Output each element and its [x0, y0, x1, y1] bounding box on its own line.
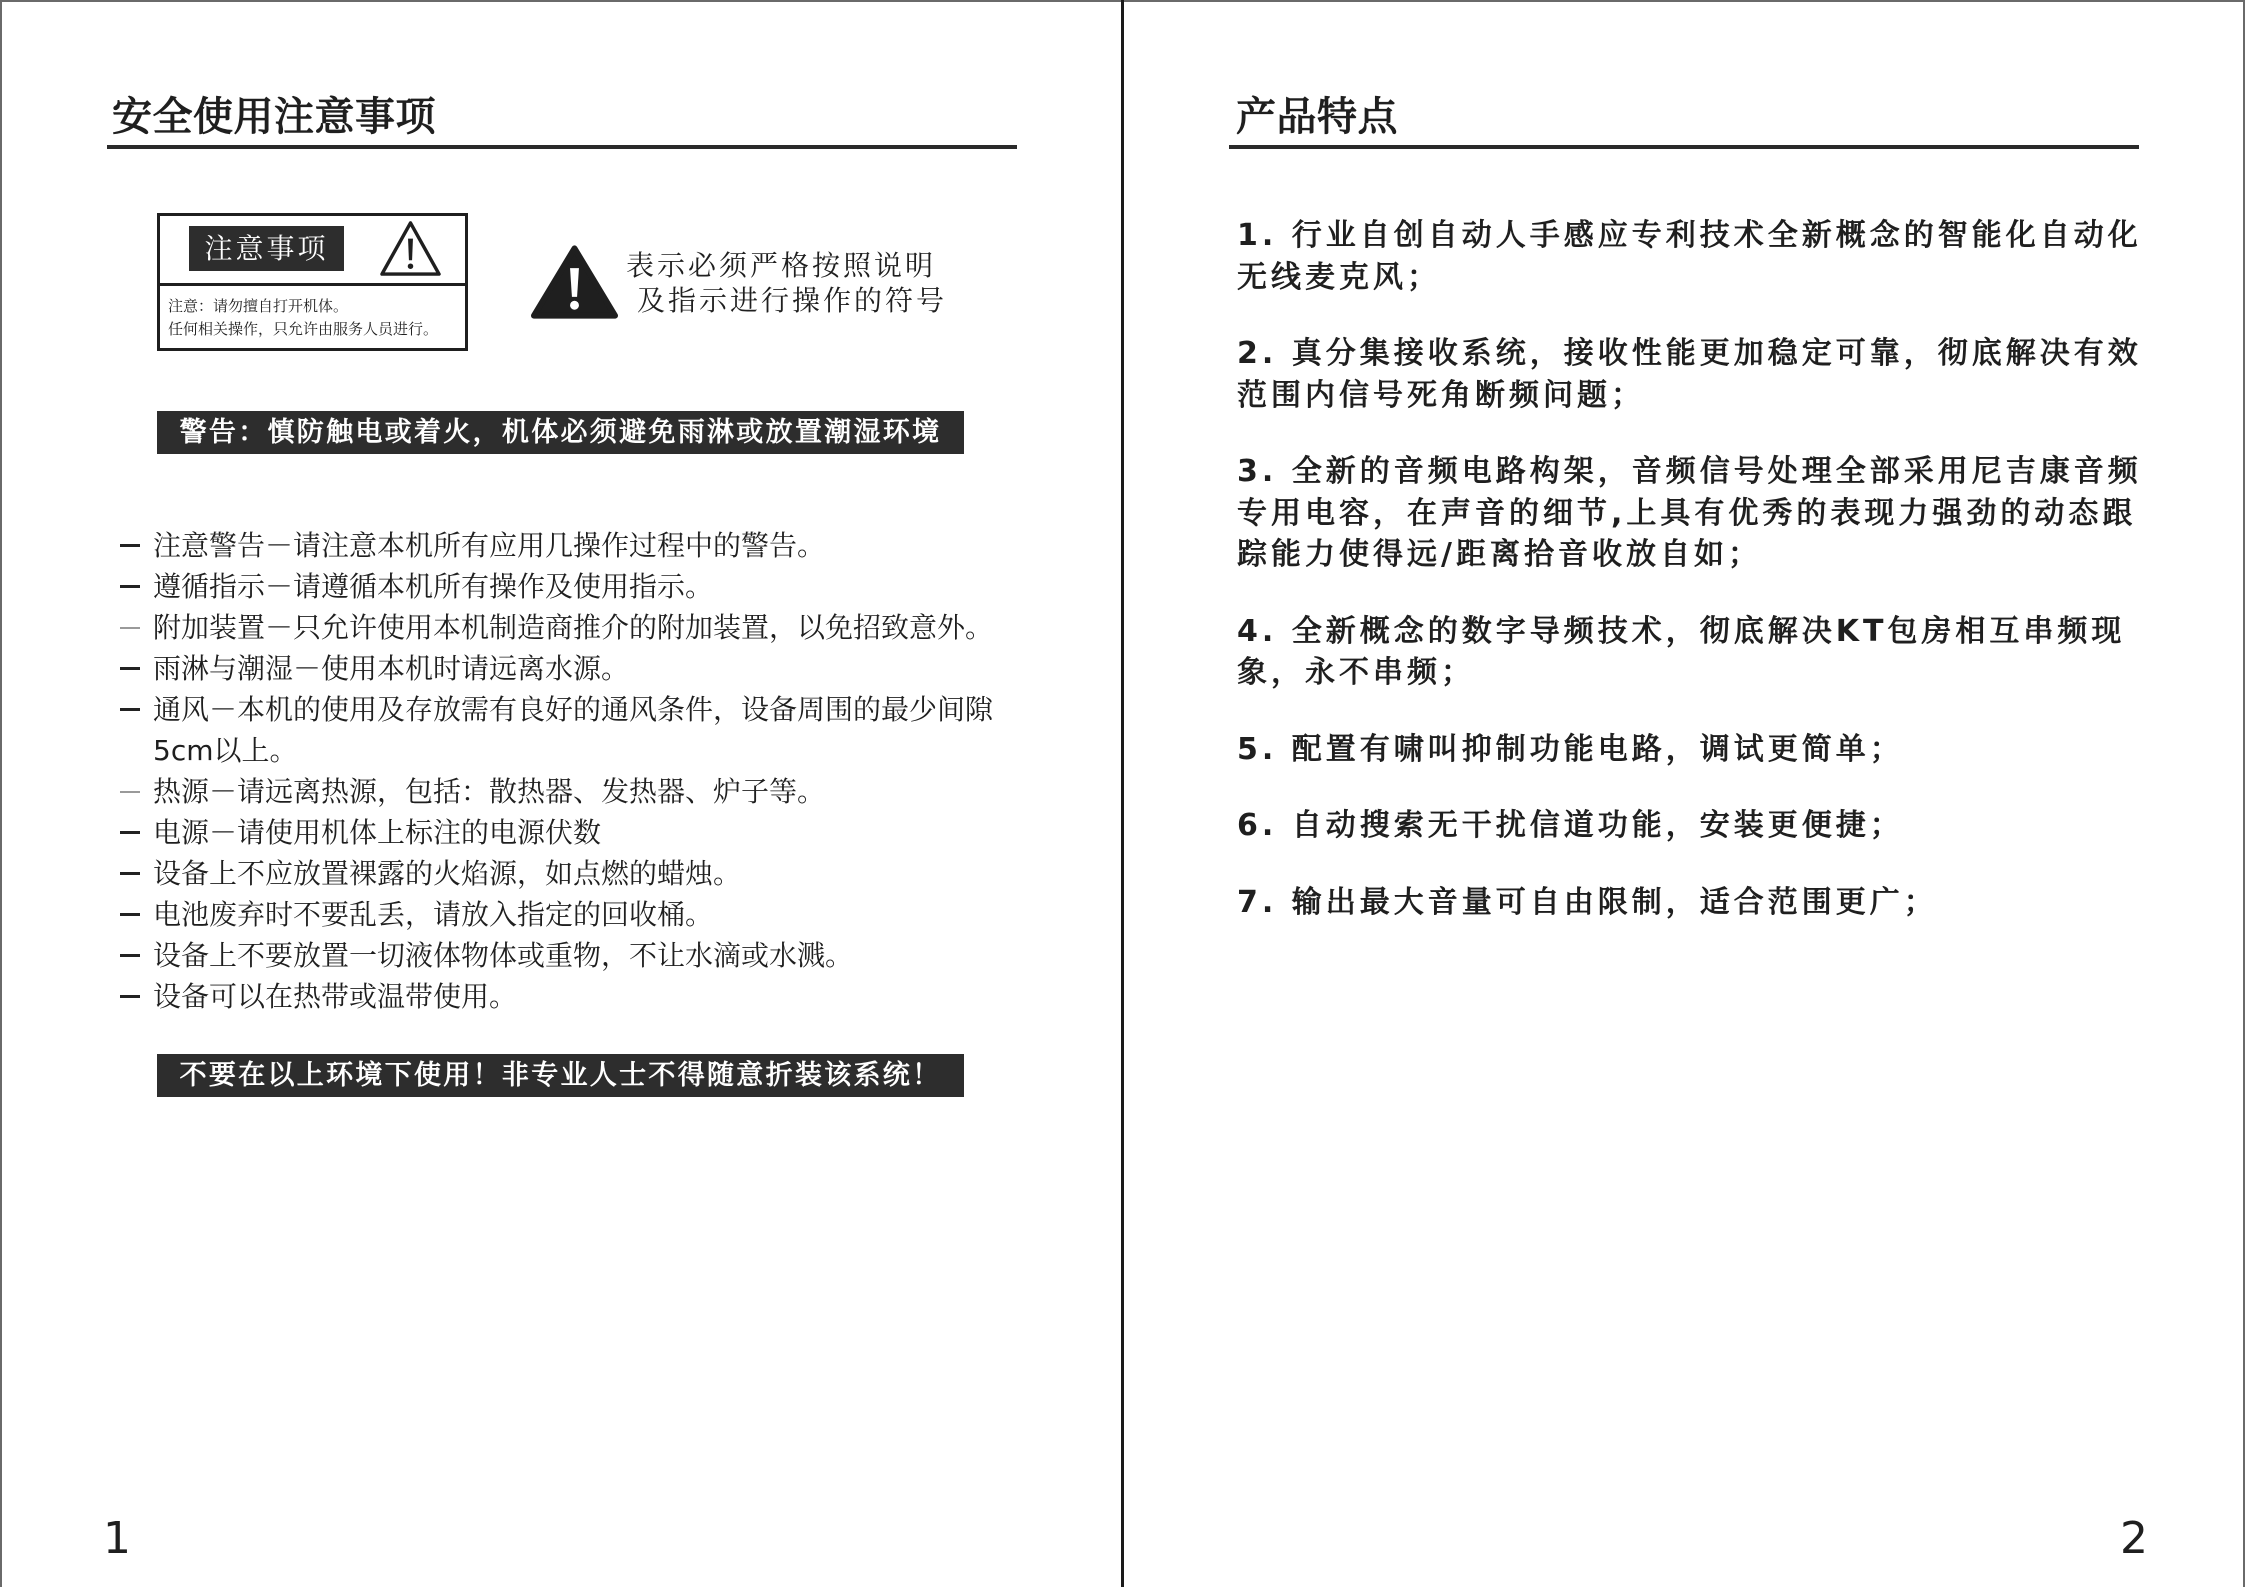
precaution-text: 附加装置－只允许使用本机制造商推介的附加装置，以免招致意外。: [153, 611, 994, 644]
bullet-dash: [120, 585, 140, 588]
precaution-item: [120, 976, 1110, 1017]
feature-text: 7. 输出最大音量可自由限制，适合范围更广；: [1237, 884, 1938, 920]
precaution-item: [120, 566, 1110, 607]
feature-item: [1237, 882, 2197, 924]
title-underline: [107, 145, 1017, 149]
precaution-item: [120, 935, 1110, 976]
caution-note: 任何相关操作，只允许由服务人员进行。: [168, 320, 439, 338]
feature-text: 1. 行业自创自动人手感应专利技术全新概念的智能化自动化: [1237, 218, 2142, 253]
feature-text: 2. 真分集接收系统，接收性能更加稳定可靠，彻底解决有效: [1237, 336, 2142, 371]
title-underline: [1229, 145, 2139, 149]
warning-banner: 警告：慎防触电或着火，机体必须避免雨淋或放置潮湿环境: [157, 411, 964, 454]
feature-item: [1237, 333, 2197, 416]
precaution-text: 通风－本机的使用及存放需有良好的通风条件，设备周围的最少间隙: [153, 693, 994, 726]
caution-note: 注意：请勿擅自打开机体。: [168, 297, 349, 315]
bullet-dash: [120, 667, 140, 670]
feature-item: [1237, 451, 2197, 576]
precaution-item: [120, 525, 1110, 566]
caution-label-box: [157, 213, 468, 351]
precaution-item: [120, 894, 1110, 935]
precaution-text: 遵循指示－请遵循本机所有操作及使用指示。: [153, 570, 714, 603]
precaution-item: [120, 689, 1110, 771]
bullet-dash: [120, 708, 140, 711]
precaution-text: 设备上不应放置裸露的火焰源，如点燃的蜡烛。: [153, 857, 742, 890]
precaution-text: 设备上不要放置一切液体物体或重物，不让水滴或水溅。: [153, 939, 854, 972]
feature-text: 4. 全新概念的数字导频技术，彻底解决KT包房相互串频现: [1237, 613, 2126, 649]
precaution-text-continued: 5cm以上。: [153, 734, 298, 767]
feature-text: 6. 自动搜索无干扰信道功能，安装更便捷；: [1237, 808, 1904, 843]
precaution-text: 雨淋与潮湿－使用本机时请远离水源。: [153, 652, 630, 685]
precaution-item: [120, 853, 1110, 894]
warning-triangle-filled-icon: [530, 243, 619, 321]
bullet-dash: [120, 544, 140, 547]
feature-text-continued: 无线麦克风；: [1237, 259, 1441, 295]
warning-triangle-outline-icon: [379, 219, 442, 278]
closing-banner: 不要在以上环境下使用！非专业人士不得随意折装该系统！: [157, 1054, 964, 1097]
feature-text-continued: 范围内信号死角断频问题；: [1237, 377, 1645, 413]
symbol-explanation-line: 表示必须严格按照说明: [626, 249, 937, 282]
feature-item: [1237, 215, 2197, 298]
feature-text-continued: 专用电容，在声音的细节,上具有优秀的表现力强劲的动态跟: [1237, 495, 2137, 531]
caution-tag: 注意事项: [189, 226, 344, 271]
precaution-text: 设备可以在热带或温带使用。: [153, 980, 518, 1013]
bullet-dash: [120, 872, 140, 875]
page-title: 安全使用注意事项: [112, 94, 436, 140]
bullet-dash: [120, 831, 140, 834]
precaution-text: 热源－请远离热源，包括：散热器、发热器、炉子等。: [153, 775, 826, 808]
precautions-list: [120, 525, 1110, 1017]
precaution-text: 电池废弃时不要乱丢，请放入指定的回收桶。: [153, 898, 714, 931]
bullet-dash: [120, 995, 140, 998]
feature-text: 3. 全新的音频电路构架，音频信号处理全部采用尼吉康音频: [1237, 454, 2142, 489]
feature-item: [1237, 611, 2197, 694]
features-list: [1237, 215, 2197, 958]
precaution-text: 电源－请使用机体上标注的电源伏数: [153, 816, 602, 849]
feature-text: 5. 配置有啸叫抑制功能电路，调试更简单；: [1237, 731, 1904, 767]
symbol-explanation-line: 及指示进行操作的符号: [637, 284, 948, 317]
precaution-item: [120, 812, 1110, 853]
caution-separator: [160, 283, 465, 286]
feature-text-continued: 踪能力使得远/距离拾音收放自如；: [1237, 537, 1762, 572]
precaution-item: [120, 607, 1110, 648]
page-number: 2: [2120, 1513, 2148, 1564]
page-divider: [1121, 0, 1124, 1587]
page-title: 产品特点: [1236, 94, 1398, 140]
page-number: 1: [103, 1513, 131, 1564]
bullet-dash: [120, 913, 140, 916]
bullet-dash: [120, 627, 140, 629]
feature-text-continued: 象，永不串频；: [1237, 655, 1475, 690]
feature-item: [1237, 729, 2197, 771]
bullet-dash: [120, 791, 140, 793]
precaution-item: [120, 648, 1110, 689]
bullet-dash: [120, 954, 140, 957]
feature-item: [1237, 805, 2197, 847]
precaution-text: 注意警告－请注意本机所有应用几操作过程中的警告。: [153, 529, 826, 562]
precaution-item: [120, 771, 1110, 812]
